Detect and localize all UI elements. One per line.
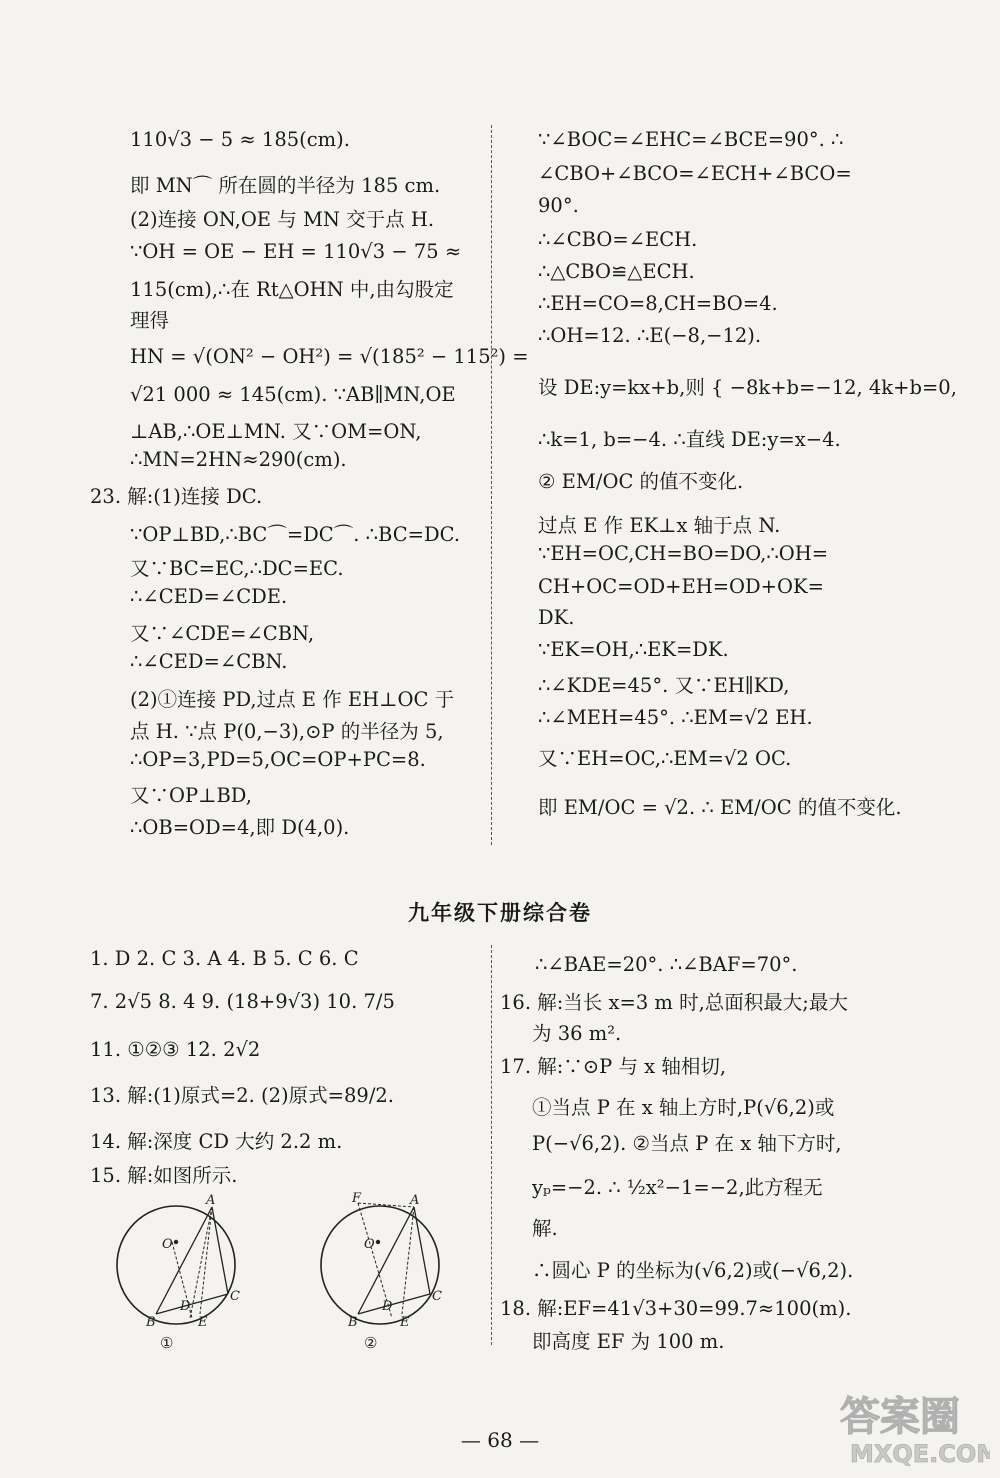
geometry-figure-2 — [310, 1190, 450, 1360]
text-line: 17. 解:∵⊙P 与 x 轴相切, — [500, 1055, 727, 1078]
text-line: 点 H. ∵点 P(0,−3),⊙P 的半径为 5, — [130, 720, 444, 743]
figure-label: ① — [160, 1334, 174, 1352]
point-label: D — [382, 1299, 393, 1314]
text-line: (2)连接 ON,OE 与 MN 交于点 H. — [130, 208, 435, 231]
text-line: ∴∠BAE=20°. ∴∠BAF=70°. — [535, 953, 798, 976]
text-line: 1. D 2. C 3. A 4. B 5. C 6. C — [90, 947, 359, 970]
text-line: ② EM/OC 的值不变化. — [538, 470, 744, 493]
text-line: ∴OB=OD=4,即 D(4,0). — [130, 816, 350, 839]
text-line: 又∵BC=EC,∴DC=EC. — [130, 557, 344, 580]
text-line: CH+OC=OD+EH=OD+OK= — [538, 575, 824, 598]
text-line: 14. 解:深度 CD 大约 2.2 m. — [90, 1130, 343, 1153]
text-line: 又∵∠CDE=∠CBN, — [130, 622, 315, 645]
text-line: 16. 解:当长 x=3 m 时,总面积最大;最大 — [500, 991, 848, 1014]
text-line: ⊥AB,∴OE⊥MN. 又∵OM=ON, — [130, 420, 422, 443]
figure-label: ② — [364, 1334, 378, 1352]
text-line: 为 36 m². — [532, 1022, 622, 1045]
point-label: B — [146, 1315, 156, 1330]
text-line: 18. 解:EF=41√3+30=99.7≈100(m). — [500, 1297, 852, 1320]
text-line: 过点 E 作 EK⊥x 轴于点 N. — [538, 514, 781, 537]
point-label: O — [162, 1237, 173, 1252]
text-line: ∵OH = OE − EH = 110√3 − 75 ≈ — [130, 240, 462, 263]
text-line: 11. ①②③ 12. 2√2 — [90, 1038, 261, 1061]
text-line: ∴∠MEH=45°. ∴EM=√2 EH. — [538, 706, 813, 729]
text-line: ∵EH=OC,CH=BO=DO,∴OH= — [538, 542, 829, 565]
point-label: C — [230, 1289, 240, 1304]
text-line: 即高度 EF 为 100 m. — [532, 1330, 725, 1353]
text-line: P(−√6,2). ②当点 P 在 x 轴下方时, — [532, 1132, 842, 1155]
column-divider — [491, 945, 492, 1345]
text-line: 即 MN⌒ 所在圆的半径为 185 cm. — [130, 174, 441, 197]
text-line: 90°. — [538, 194, 579, 217]
section-title: 九年级下册综合卷 — [408, 901, 592, 925]
point-label: B — [348, 1315, 358, 1330]
point-label: E — [198, 1315, 208, 1330]
text-line: ∠CBO+∠BCO=∠ECH+∠BCO= — [538, 162, 852, 185]
watermark-text: 答案圈 — [840, 1394, 960, 1440]
point-label: E — [400, 1315, 410, 1330]
point-label: D — [180, 1299, 191, 1314]
text-line: ∴∠CED=∠CDE. — [130, 585, 288, 608]
bottom-right-column — [500, 0, 910, 1420]
watermark-logo — [830, 1380, 990, 1470]
text-line: yₚ=−2. ∴ ½x²−1=−2,此方程无 — [532, 1176, 823, 1199]
text-line: 设 DE:y=kx+b,则 { −8k+b=−12, 4k+b=0, — [538, 376, 957, 399]
text-line: √21 000 ≈ 145(cm). ∵AB∥MN,OE — [130, 383, 456, 406]
geometry-figure-1 — [110, 1190, 250, 1360]
text-line: ∴△CBO≌△ECH. — [538, 260, 695, 283]
text-line: 解. — [532, 1217, 558, 1240]
text-line: 110√3 − 5 ≈ 185(cm). — [130, 128, 350, 151]
point-label: C — [432, 1289, 442, 1304]
point-label: A — [410, 1193, 420, 1208]
text-line: 即 EM/OC = √2. ∴ EM/OC 的值不变化. — [538, 796, 902, 819]
text-line: ∴圆心 P 的坐标为(√6,2)或(−√6,2). — [532, 1259, 854, 1282]
text-line: 13. 解:(1)原式=2. (2)原式=89/2. — [90, 1084, 394, 1107]
column-divider — [491, 125, 492, 845]
text-line: (2)①连接 PD,过点 E 作 EH⊥OC 于 — [130, 688, 455, 711]
text-line: ①当点 P 在 x 轴上方时,P(√6,2)或 — [532, 1096, 835, 1119]
page-number: — 68 — — [460, 1428, 540, 1452]
text-line: 又∵OP⊥BD, — [130, 784, 252, 807]
text-line: HN = √(ON² − OH²) = √(185² − 115²) = — [130, 345, 529, 368]
text-line: 15. 解:如图所示. — [90, 1164, 238, 1187]
text-line: ∴∠KDE=45°. 又∵EH∥KD, — [538, 674, 790, 697]
text-line: ∵EK=OH,∴EK=DK. — [538, 638, 729, 661]
text-line: ∴∠CED=∠CBN. — [130, 650, 288, 673]
text-line: ∵OP⊥BD,∴BC⌒=DC⌒. ∴BC=DC. — [130, 523, 461, 546]
text-line: 7. 2√5 8. 4 9. (18+9√3) 10. 7/5 — [90, 990, 395, 1013]
point-label: F — [352, 1191, 362, 1206]
text-line: 又∵EH=OC,∴EM=√2 OC. — [538, 747, 792, 770]
text-line: 115(cm),∴在 Rt△OHN 中,由勾股定 — [130, 278, 454, 301]
point-label: A — [206, 1193, 216, 1208]
text-line: ∴∠CBO=∠ECH. — [538, 228, 698, 251]
text-line: ∴OP=3,PD=5,OC=OP+PC=8. — [130, 748, 426, 771]
text-line: ∴MN=2HN≈290(cm). — [130, 448, 347, 471]
point-label: O — [364, 1237, 375, 1252]
text-line: ∴EH=CO=8,CH=BO=4. — [538, 292, 778, 315]
text-line: ∴OH=12. ∴E(−8,−12). — [538, 324, 762, 347]
text-line: 23. 解:(1)连接 DC. — [90, 485, 263, 508]
text-line: ∴k=1, b=−4. ∴直线 DE:y=x−4. — [538, 428, 841, 451]
text-line: 理得 — [130, 309, 170, 332]
text-line: ∵∠BOC=∠EHC=∠BCE=90°. ∴ — [538, 128, 844, 151]
watermark-domain: MXQE.COM — [850, 1440, 990, 1468]
text-line: DK. — [538, 606, 575, 629]
